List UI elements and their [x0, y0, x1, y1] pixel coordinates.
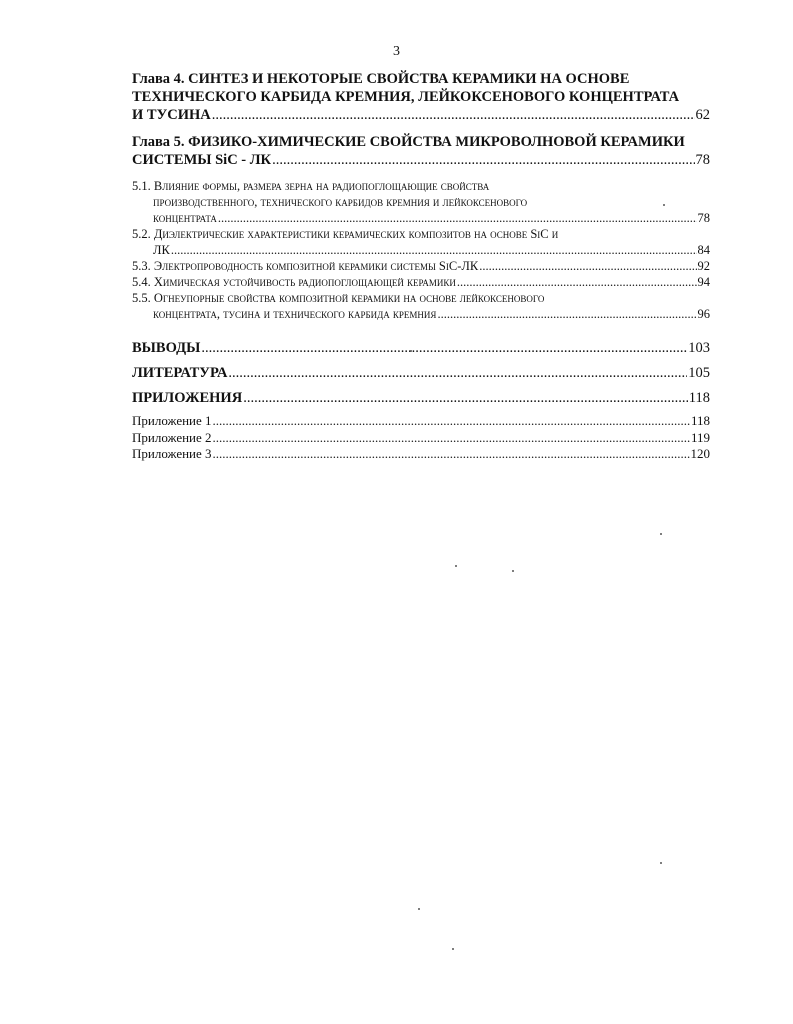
scan-speck	[663, 204, 665, 206]
dot-leader	[437, 306, 696, 322]
toc-section-5-3[interactable]	[132, 258, 710, 274]
table-of-contents	[132, 70, 710, 463]
section-page: 94	[697, 275, 710, 289]
section-page: 96	[697, 307, 710, 321]
page-number: 3	[393, 44, 400, 59]
appendix-page: 118	[690, 413, 710, 428]
chapter-5-title-line: Глава 5. ФИЗИКО-ХИМИЧЕСКИЕ СВОЙСТВА МИКРОВОЛНОВОЙ КЕРАМИКИ	[132, 134, 685, 150]
toc-section-5-2[interactable]	[132, 226, 710, 258]
dot-leader	[457, 274, 697, 290]
toc-section-5-1[interactable]	[132, 178, 710, 226]
conclusions-page: 103	[688, 340, 710, 356]
dot-leader	[213, 430, 690, 447]
chapter-4-page: 62	[695, 107, 710, 123]
dot-leader	[479, 258, 696, 274]
scan-speck	[660, 862, 662, 864]
appendix-label: Приложение 3	[132, 446, 212, 461]
section-title-line: концентрата, тусина и технического карбида кремния	[153, 307, 437, 321]
literature-label: ЛИТЕРАТУРА	[132, 365, 228, 381]
toc-conclusions[interactable]	[132, 339, 710, 357]
section-title-line: 5.3. Электропроводность композитной керамики системы SiC-ЛК	[132, 259, 479, 273]
toc-chapter-5[interactable]	[132, 133, 710, 169]
chapter-5-title-line: СИСТЕМЫ SiC - ЛК	[132, 152, 272, 168]
section-page: 84	[697, 243, 710, 257]
appendix-label: Приложение 1	[132, 413, 212, 428]
toc-section-5-5[interactable]	[132, 290, 710, 322]
dot-leader	[228, 364, 687, 382]
toc-section-5-4[interactable]	[132, 274, 710, 290]
dot-leader	[213, 446, 690, 463]
appendix-page: 120	[690, 446, 710, 461]
dot-leader	[213, 413, 690, 430]
section-title-line: 5.1. Влияние формы, размера зерна на радиопоглощающие свойства	[132, 179, 490, 193]
dot-leader	[272, 151, 694, 169]
appendix-label: Приложение 2	[132, 429, 212, 445]
section-title-line: 5.2. Диэлектрические характеристики керамических композитов на основе SiC и	[132, 227, 559, 241]
scan-speck	[512, 570, 514, 572]
section-page: 78	[697, 211, 710, 225]
scan-speck	[660, 533, 662, 535]
scan-speck	[452, 948, 454, 950]
section-title-line: концентрата	[153, 211, 217, 225]
scan-speck	[410, 350, 412, 352]
chapter-5-sections	[132, 178, 710, 322]
chapter-4-title-line: Глава 4. СИНТЕЗ И НЕКОТОРЫЕ СВОЙСТВА КЕРАМИКИ НА ОСНОВЕ	[132, 71, 630, 87]
section-title-line: 5.4. Химическая устойчивость радиопоглощающей керамики	[132, 275, 456, 289]
chapter-4-title-line: ТЕХНИЧЕСКОГО КАРБИДА КРЕМНИЯ, ЛЕЙКОКСЕНОВОГО КОНЦЕНТРАТА	[132, 89, 680, 105]
dot-leader	[201, 339, 687, 357]
section-title-line: 5.5. Огнеупорные свойства композитной керамики на основе лейкоксенового	[132, 291, 545, 305]
dot-leader	[171, 242, 697, 258]
scan-speck	[455, 565, 457, 567]
appendix-list	[132, 413, 710, 463]
literature-page: 105	[688, 365, 710, 381]
dot-leader	[243, 389, 688, 407]
chapter-5-page: 78	[695, 152, 710, 168]
toc-literature[interactable]	[132, 364, 710, 382]
section-title-line: производственного, технического карбидов кремния и лейкоксенового	[153, 195, 528, 209]
appendices-page: 118	[688, 390, 710, 406]
toc-appendix-3[interactable]	[132, 446, 710, 463]
toc-appendices[interactable]	[132, 389, 710, 407]
appendices-label: ПРИЛОЖЕНИЯ	[132, 390, 243, 406]
appendix-page: 119	[690, 429, 710, 445]
conclusions-label: ВЫВОДЫ	[132, 340, 201, 356]
dot-leader	[218, 210, 697, 226]
section-page: 92	[697, 259, 710, 273]
chapter-4-title-line: И ТУСИНА	[132, 107, 211, 123]
toc-appendix-2[interactable]	[132, 430, 710, 447]
dot-leader	[212, 106, 695, 124]
scan-speck	[418, 908, 420, 910]
section-title-line: ЛК	[153, 243, 170, 257]
toc-appendix-1[interactable]	[132, 413, 710, 430]
toc-chapter-4[interactable]	[132, 70, 710, 124]
